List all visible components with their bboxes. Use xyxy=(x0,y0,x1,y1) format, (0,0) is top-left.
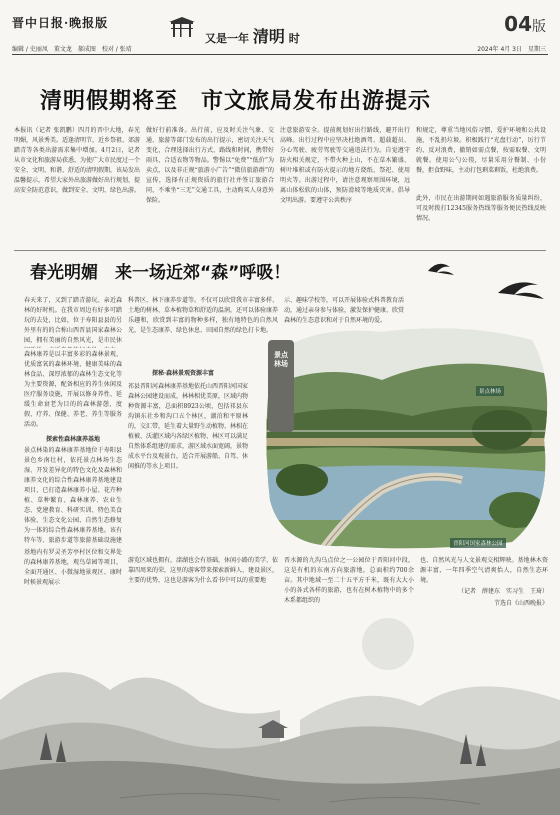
section-title-c: 时 xyxy=(288,32,300,45)
photo-caption-1: 景点林场 xyxy=(476,386,504,396)
swallow-icon xyxy=(420,255,550,315)
article2-mid-col1: 科普区、林下康养步道等。不仅可以欣赏我市丰富多样、土地的树林、草本植物草和舒适的温润，还可以体验康养乐趣和，欣赏到丰富的物种多样，独有地特色的自然风光，是生态康养、绿色休息、田园自然的绿色打卡地。 xyxy=(128,297,278,334)
section-title-a: 又是一年 xyxy=(205,32,249,45)
stone-inscription: 景点林场 xyxy=(274,350,288,368)
article2-left-col2: 森林康养是以丰富多彩的森林景观、优质富氧的森林环境、健康美味的森林食品、深厚浓郁的森林生态文化等为主要资源，配备相应的养生休闲及医疗服务设施，开展以修身养性、延缓生命衰老为目的的森林游憩、度假、疗养、保健、养老、养生等服务活动。 xyxy=(24,351,122,428)
article2-right-col-bottom2: 也、自然风光与人文景观交相辉映。基地林木资源丰富，一年四季空气清爽怡人，自然生态环境。 xyxy=(420,557,548,584)
photo-caption-2: 晋阳河国家森林公园 xyxy=(450,538,506,548)
article1-headline: 清明假期将至 市文旅局发布出游提示 xyxy=(40,89,432,114)
article2-left-col1: 春天来了，又到了踏青游玩、亲近森林的好时机。在我市周边有好多可踏玩的去处，比如，位于寿阳县县的另外里有的的合称山西晋县国家森林公园，拥有美丽的自然风光，是市民休 xyxy=(24,297,122,344)
article2-subhead1: 探索性森林康养基地 xyxy=(45,436,100,443)
section-title-b: 清明 xyxy=(252,27,285,46)
article1-col3: 注意旅游安全。提前规划好出行路线，避开出行高峰。出行过程中应坚决杜绝酒驾、超载超员、分心驾驶、疲劳驾驶等交通违法行为。自觉遵守防火相关规定，不带火种上山，不在草木繁盛、树叶堆积或有防火提示的地方烧纸、祭祀、使用明火等。出游过程中，请注意观察周围环境，远离山体松软的山体，预防滑坡等地质灾害。倡导文明出游。要遵守公共秩序 xyxy=(280,127,410,204)
section-divider xyxy=(14,250,546,251)
article2-mid-col3: 游览区域也拥有，滦湖也会有基础，休闲小路的美学、依靠四周来的荣，这里的游客带来探索新鲜人、建设景区，主要的优势，这也是游客为什么看书中可以的重要地 xyxy=(128,557,278,584)
park-photo xyxy=(262,320,552,550)
page-number-value: 04 xyxy=(504,12,532,36)
header-divider xyxy=(12,54,548,55)
article1-col4b: 此外，市民在出游期间如遇旅游服务质量纠纷，可及时拨打12345服务热线等服务便民热线反映情况。 xyxy=(416,195,546,222)
page-number xyxy=(504,12,546,36)
article2-right-col-bottom: 晋水源的九沟乌点位之一公园位于晋阳河中段，这是有机的东南方向旅游地，总面积约700余亩。其中地域一至二十五平方千米，既有大大小小的各式各样的旅游，也有在树木植物中的多个木系都组织的 xyxy=(284,557,414,604)
article2-headline-b: “森”呼吸！ xyxy=(200,263,291,283)
article2-mid-col2: 祁县晋阳河森林康养基地依托山西晋阳河国家森林公园建设而成，林林相优美原，区域内物种资源丰富，总面积8923公顷，包括祁县东沟镇东社乡和沟口五个林区，湖泊和平原林的，交汇带，延生着大量野生动植物、林相在植被、沃灌区域内各绿区植物、林区可以满足自然体系组建的需求，游区域水面宽阔，景物成水平台及观景台，适合开展游船、自驾、休闲推的等水上项目。 xyxy=(128,383,248,470)
article2-author: （记者 薛建东 实习生 王琦） xyxy=(457,588,548,595)
article2-left-col3: 景点林染的森林康养基地位于寿阳县景色乡南壮村，依托景点林场生态湿、开发差异化的特色文化及森林和康养文化的综合性森林康养基地建设项目，已打造森林康养小屋、花卉种植、草种繁育、森林康养、农业生态、党建教育、科研实训、特色美食体验、生态文化公园、自然生态修复为一体的综合性森林康养基地。该有特车等、旅游步道等旅游基础设施建 xyxy=(24,447,122,544)
article2-headline xyxy=(30,258,290,283)
section-title xyxy=(205,24,300,47)
article2-headline-a: 春光明媚 来一场近郊 xyxy=(30,263,200,283)
editor-credits: 编辑 / 史丽凤 董文龙 郝成图 校对 / 张靖 xyxy=(12,46,132,53)
article2-source: 节选自《山西晚报》 xyxy=(493,600,548,607)
article2-subhead2: 探秘·森林景观资源丰富 xyxy=(151,370,215,377)
article1-col1: 本报讯（记者 张凯鹏）四月的晋中大地，春光明媚，风景秀美。适逢清明节，近乡祭祖、郊游踏青等各类出游需求集中增加。4月2日，记者从市文化和旅游局获悉，为使广大市民度过一个安全、文明、和谐、舒适的清明假期，该局发出温馨提示，希望大家外出旅游做好出行规划，提高安全防范意识，做到安全、文明、绿色出游。 xyxy=(14,127,141,194)
article1-col4: 和规定，尊重当地风俗习惯，爱护环境和公共设施，不乱扔垃圾。积极践行“光盘行动”，厉行节约、反对浪费，撤销如需点餐，按需取餐、文明就餐。使用公勺公筷，尽量采用分餐制、小份餐，拒食野味，主动打包剩菜剩饭，杜绝浪费。 xyxy=(416,127,546,174)
page-number-suffix: 版 xyxy=(532,19,546,35)
ink-landscape-illustration xyxy=(0,610,560,815)
masthead-logo: 晋中日报·晚报版 xyxy=(12,16,109,30)
park-photo-collage xyxy=(262,320,552,550)
memorial-gate-icon xyxy=(168,16,196,38)
page-header xyxy=(0,0,560,58)
article2-right-col1: 示、趣味学校等，可以开展体验式科普教育活动，通过亲身参与体验，激发保护健康、欣赏森林的生态意识和对于自然环境的爱。 xyxy=(284,297,404,324)
article2-left-col4: 基地内有罗灵圣芳亭村区位和交界处的森林康养基地，观鸟草园等项目，全面开通区、小微湿地景观区、康时时候景观展示 xyxy=(24,549,122,586)
issue-date: 2024年 4月 3日 星期三 xyxy=(477,46,546,53)
article1-col2: 做好行前准备。出行前，应及时关注气象、交通、旅游等部门发布的出行提示，密切关注天气变化，合理选择出行方式、路线和时间，携带好雨具、合适衣物等物品。警惕以“免费”“低价”为卖点，以及非正规“旅游小广告”“微信旅游群”的宣传，选择有正规资质的旅行社并签订旅游合同，不乘坐“三无”交通工具，主动购买人身意外保险。 xyxy=(146,127,274,204)
